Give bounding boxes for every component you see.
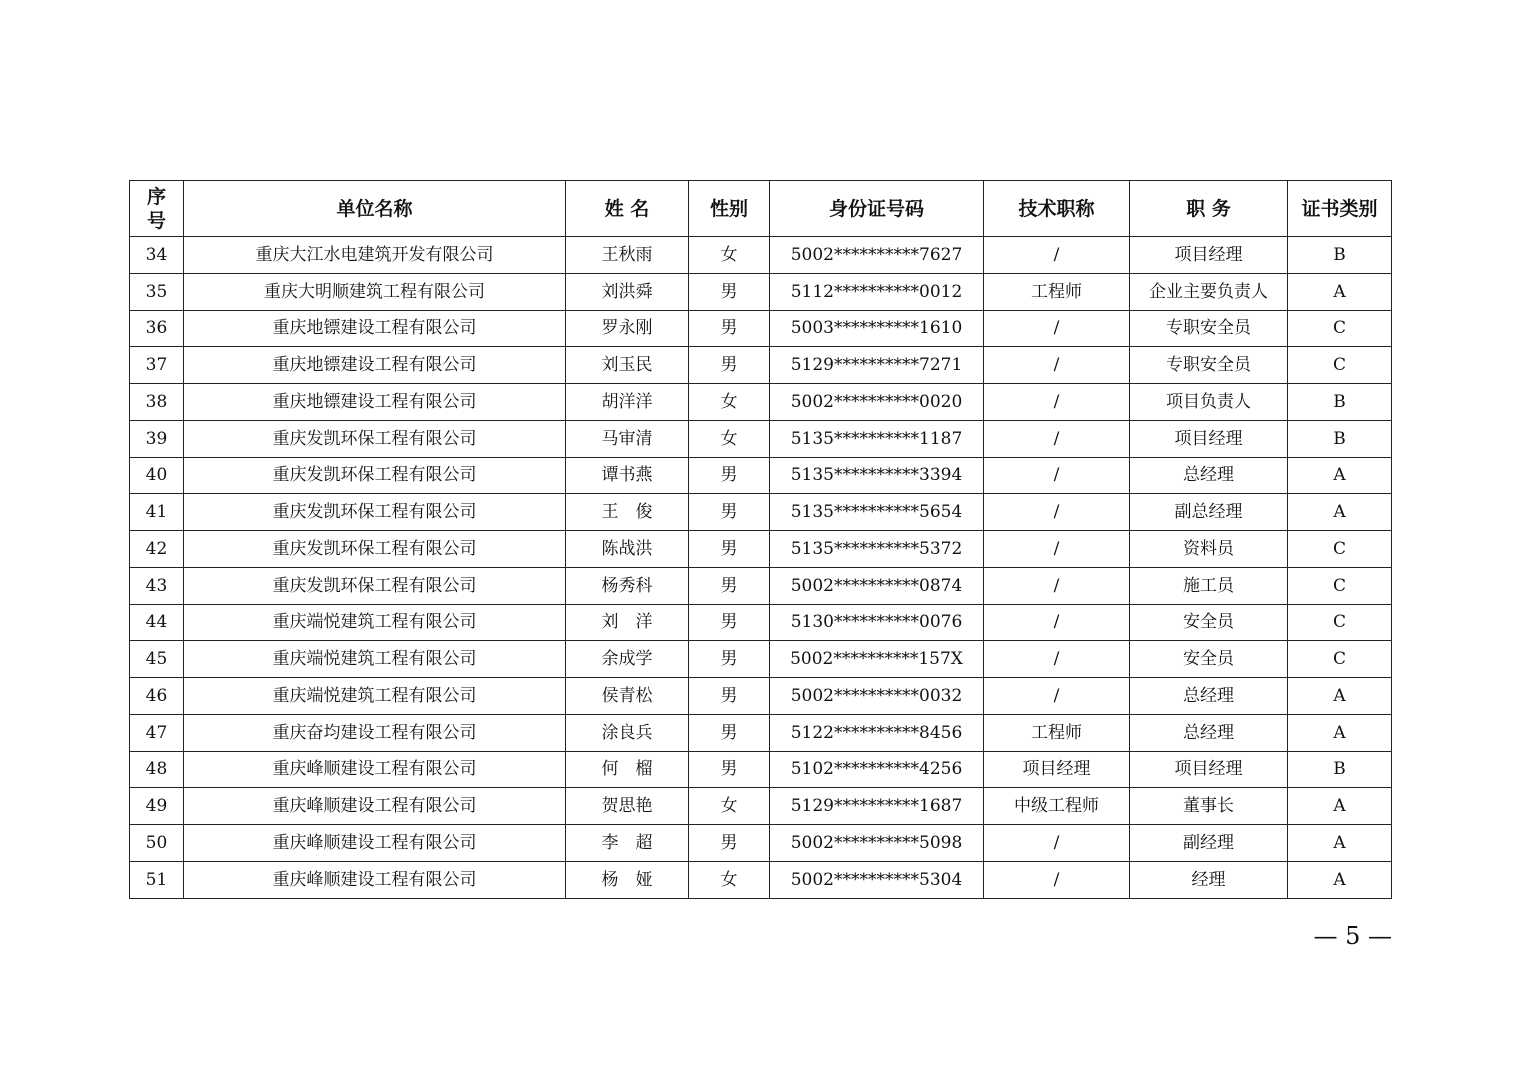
cell-unit: 重庆发凯环保工程有限公司 xyxy=(184,567,566,604)
cell-index: 34 xyxy=(130,237,184,274)
cell-id-number: 5003**********1610 xyxy=(770,310,984,347)
header-index xyxy=(130,181,184,237)
cell-index: 46 xyxy=(130,678,184,715)
cell-gender: 男 xyxy=(689,714,770,751)
cell-title: / xyxy=(984,861,1130,898)
cell-name: 涂良兵 xyxy=(566,714,689,751)
cell-unit: 重庆地镖建设工程有限公司 xyxy=(184,310,566,347)
cell-position: 项目负责人 xyxy=(1130,384,1288,421)
cell-name: 刘 洋 xyxy=(566,604,689,641)
cell-unit: 重庆端悦建筑工程有限公司 xyxy=(184,678,566,715)
cell-name: 胡洋洋 xyxy=(566,384,689,421)
cell-index: 50 xyxy=(130,825,184,862)
cell-unit: 重庆大江水电建筑开发有限公司 xyxy=(184,237,566,274)
cell-gender: 男 xyxy=(689,531,770,568)
cell-position: 董事长 xyxy=(1130,788,1288,825)
cell-title: / xyxy=(984,825,1130,862)
cell-title: / xyxy=(984,567,1130,604)
cell-cert-class: B xyxy=(1288,384,1392,421)
cell-name: 余成学 xyxy=(566,641,689,678)
cell-position: 施工员 xyxy=(1130,567,1288,604)
header-gender: 性别 xyxy=(689,181,770,237)
cell-cert-class: C xyxy=(1288,310,1392,347)
cell-index: 44 xyxy=(130,604,184,641)
cell-position: 安全员 xyxy=(1130,641,1288,678)
header-cert-class: 证书类别 xyxy=(1288,181,1392,237)
cell-title: 工程师 xyxy=(984,273,1130,310)
cell-title: 中级工程师 xyxy=(984,788,1130,825)
cell-gender: 男 xyxy=(689,825,770,862)
cell-position: 专职安全员 xyxy=(1130,310,1288,347)
cell-id-number: 5002**********157X xyxy=(770,641,984,678)
cell-name: 贺思艳 xyxy=(566,788,689,825)
table-row xyxy=(130,273,1392,310)
table-row xyxy=(130,825,1392,862)
cell-unit: 重庆峰顺建设工程有限公司 xyxy=(184,861,566,898)
cell-id-number: 5130**********0076 xyxy=(770,604,984,641)
cell-title: 工程师 xyxy=(984,714,1130,751)
cell-title: 项目经理 xyxy=(984,751,1130,788)
cell-title: / xyxy=(984,494,1130,531)
cell-position: 副经理 xyxy=(1130,825,1288,862)
cell-title: / xyxy=(984,457,1130,494)
cell-cert-class: A xyxy=(1288,494,1392,531)
table-row xyxy=(130,678,1392,715)
cell-gender: 男 xyxy=(689,494,770,531)
cell-cert-class: A xyxy=(1288,457,1392,494)
cell-index: 47 xyxy=(130,714,184,751)
cell-name: 陈战洪 xyxy=(566,531,689,568)
cell-gender: 女 xyxy=(689,861,770,898)
cell-unit: 重庆峰顺建设工程有限公司 xyxy=(184,825,566,862)
cell-cert-class: C xyxy=(1288,567,1392,604)
cell-title: / xyxy=(984,641,1130,678)
cell-cert-class: A xyxy=(1288,861,1392,898)
cell-unit: 重庆发凯环保工程有限公司 xyxy=(184,420,566,457)
cell-position: 安全员 xyxy=(1130,604,1288,641)
page-number: — 5 — xyxy=(1313,922,1392,950)
cell-gender: 男 xyxy=(689,347,770,384)
cell-index: 41 xyxy=(130,494,184,531)
cell-title: / xyxy=(984,310,1130,347)
cell-position: 资料员 xyxy=(1130,531,1288,568)
cell-id-number: 5002**********0020 xyxy=(770,384,984,421)
cell-id-number: 5135**********5372 xyxy=(770,531,984,568)
cell-gender: 男 xyxy=(689,751,770,788)
cell-id-number: 5135**********1187 xyxy=(770,420,984,457)
cell-unit: 重庆峰顺建设工程有限公司 xyxy=(184,751,566,788)
cell-gender: 女 xyxy=(689,420,770,457)
table-row xyxy=(130,751,1392,788)
cell-cert-class: A xyxy=(1288,788,1392,825)
cell-unit: 重庆发凯环保工程有限公司 xyxy=(184,531,566,568)
cell-cert-class: C xyxy=(1288,604,1392,641)
cell-cert-class: C xyxy=(1288,531,1392,568)
cell-cert-class: B xyxy=(1288,237,1392,274)
cell-index: 45 xyxy=(130,641,184,678)
table-row xyxy=(130,861,1392,898)
cell-name: 罗永刚 xyxy=(566,310,689,347)
cell-title: / xyxy=(984,384,1130,421)
table-row xyxy=(130,384,1392,421)
cell-position: 专职安全员 xyxy=(1130,347,1288,384)
cell-title: / xyxy=(984,347,1130,384)
cell-gender: 男 xyxy=(689,457,770,494)
table-row xyxy=(130,420,1392,457)
table-body xyxy=(130,237,1392,899)
cell-position: 项目经理 xyxy=(1130,237,1288,274)
personnel-table xyxy=(129,180,1392,899)
cell-name: 李 超 xyxy=(566,825,689,862)
cell-id-number: 5129**********1687 xyxy=(770,788,984,825)
cell-name: 王 俊 xyxy=(566,494,689,531)
cell-unit: 重庆发凯环保工程有限公司 xyxy=(184,457,566,494)
cell-name: 杨秀科 xyxy=(566,567,689,604)
cell-title: / xyxy=(984,604,1130,641)
cell-index: 37 xyxy=(130,347,184,384)
cell-position: 经理 xyxy=(1130,861,1288,898)
cell-id-number: 5002**********0874 xyxy=(770,567,984,604)
cell-position: 总经理 xyxy=(1130,678,1288,715)
header-index-line2: 号 xyxy=(146,209,166,232)
cell-name: 刘玉民 xyxy=(566,347,689,384)
cell-cert-class: A xyxy=(1288,714,1392,751)
cell-cert-class: B xyxy=(1288,420,1392,457)
cell-position: 总经理 xyxy=(1130,714,1288,751)
cell-unit: 重庆地镖建设工程有限公司 xyxy=(184,347,566,384)
cell-index: 48 xyxy=(130,751,184,788)
table-row xyxy=(130,567,1392,604)
cell-gender: 女 xyxy=(689,384,770,421)
cell-id-number: 5112**********0012 xyxy=(770,273,984,310)
cell-position: 项目经理 xyxy=(1130,420,1288,457)
cell-unit: 重庆地镖建设工程有限公司 xyxy=(184,384,566,421)
cell-id-number: 5102**********4256 xyxy=(770,751,984,788)
table-row xyxy=(130,457,1392,494)
cell-name: 何 榴 xyxy=(566,751,689,788)
table-row xyxy=(130,714,1392,751)
cell-id-number: 5002**********5304 xyxy=(770,861,984,898)
cell-id-number: 5129**********7271 xyxy=(770,347,984,384)
cell-gender: 男 xyxy=(689,273,770,310)
table-header-row xyxy=(130,181,1392,237)
cell-gender: 男 xyxy=(689,567,770,604)
cell-position: 总经理 xyxy=(1130,457,1288,494)
cell-cert-class: C xyxy=(1288,347,1392,384)
cell-index: 39 xyxy=(130,420,184,457)
cell-unit: 重庆端悦建筑工程有限公司 xyxy=(184,641,566,678)
cell-position: 项目经理 xyxy=(1130,751,1288,788)
header-title: 技术职称 xyxy=(984,181,1130,237)
cell-index: 49 xyxy=(130,788,184,825)
cell-name: 刘洪舜 xyxy=(566,273,689,310)
cell-index: 51 xyxy=(130,861,184,898)
table-row xyxy=(130,494,1392,531)
cell-position: 企业主要负责人 xyxy=(1130,273,1288,310)
table-row xyxy=(130,310,1392,347)
header-id-number: 身份证号码 xyxy=(770,181,984,237)
header-index-line1: 序 xyxy=(146,185,166,208)
cell-title: / xyxy=(984,531,1130,568)
cell-gender: 男 xyxy=(689,310,770,347)
cell-gender: 女 xyxy=(689,237,770,274)
cell-cert-class: A xyxy=(1288,273,1392,310)
cell-name: 王秋雨 xyxy=(566,237,689,274)
cell-cert-class: C xyxy=(1288,641,1392,678)
cell-index: 35 xyxy=(130,273,184,310)
table-row xyxy=(130,604,1392,641)
table-row xyxy=(130,237,1392,274)
cell-unit: 重庆奋均建设工程有限公司 xyxy=(184,714,566,751)
cell-index: 40 xyxy=(130,457,184,494)
cell-id-number: 5135**********3394 xyxy=(770,457,984,494)
cell-name: 侯青松 xyxy=(566,678,689,715)
table-row xyxy=(130,641,1392,678)
cell-title: / xyxy=(984,678,1130,715)
cell-index: 36 xyxy=(130,310,184,347)
cell-cert-class: A xyxy=(1288,678,1392,715)
table-row xyxy=(130,531,1392,568)
cell-id-number: 5002**********0032 xyxy=(770,678,984,715)
cell-unit: 重庆端悦建筑工程有限公司 xyxy=(184,604,566,641)
table-row xyxy=(130,347,1392,384)
cell-title: / xyxy=(984,237,1130,274)
cell-cert-class: B xyxy=(1288,751,1392,788)
cell-gender: 女 xyxy=(689,788,770,825)
cell-id-number: 5002**********5098 xyxy=(770,825,984,862)
cell-name: 马审清 xyxy=(566,420,689,457)
cell-index: 42 xyxy=(130,531,184,568)
cell-gender: 男 xyxy=(689,678,770,715)
cell-position: 副总经理 xyxy=(1130,494,1288,531)
cell-unit: 重庆发凯环保工程有限公司 xyxy=(184,494,566,531)
cell-unit: 重庆大明顺建筑工程有限公司 xyxy=(184,273,566,310)
cell-gender: 男 xyxy=(689,641,770,678)
header-unit: 单位名称 xyxy=(184,181,566,237)
cell-gender: 男 xyxy=(689,604,770,641)
cell-unit: 重庆峰顺建设工程有限公司 xyxy=(184,788,566,825)
header-position: 职 务 xyxy=(1130,181,1288,237)
cell-id-number: 5135**********5654 xyxy=(770,494,984,531)
cell-name: 杨 娅 xyxy=(566,861,689,898)
header-name: 姓 名 xyxy=(566,181,689,237)
cell-title: / xyxy=(984,420,1130,457)
cell-name: 谭书燕 xyxy=(566,457,689,494)
table-row xyxy=(130,788,1392,825)
cell-id-number: 5122**********8456 xyxy=(770,714,984,751)
cell-index: 43 xyxy=(130,567,184,604)
cell-index: 38 xyxy=(130,384,184,421)
cell-cert-class: A xyxy=(1288,825,1392,862)
cell-id-number: 5002**********7627 xyxy=(770,237,984,274)
